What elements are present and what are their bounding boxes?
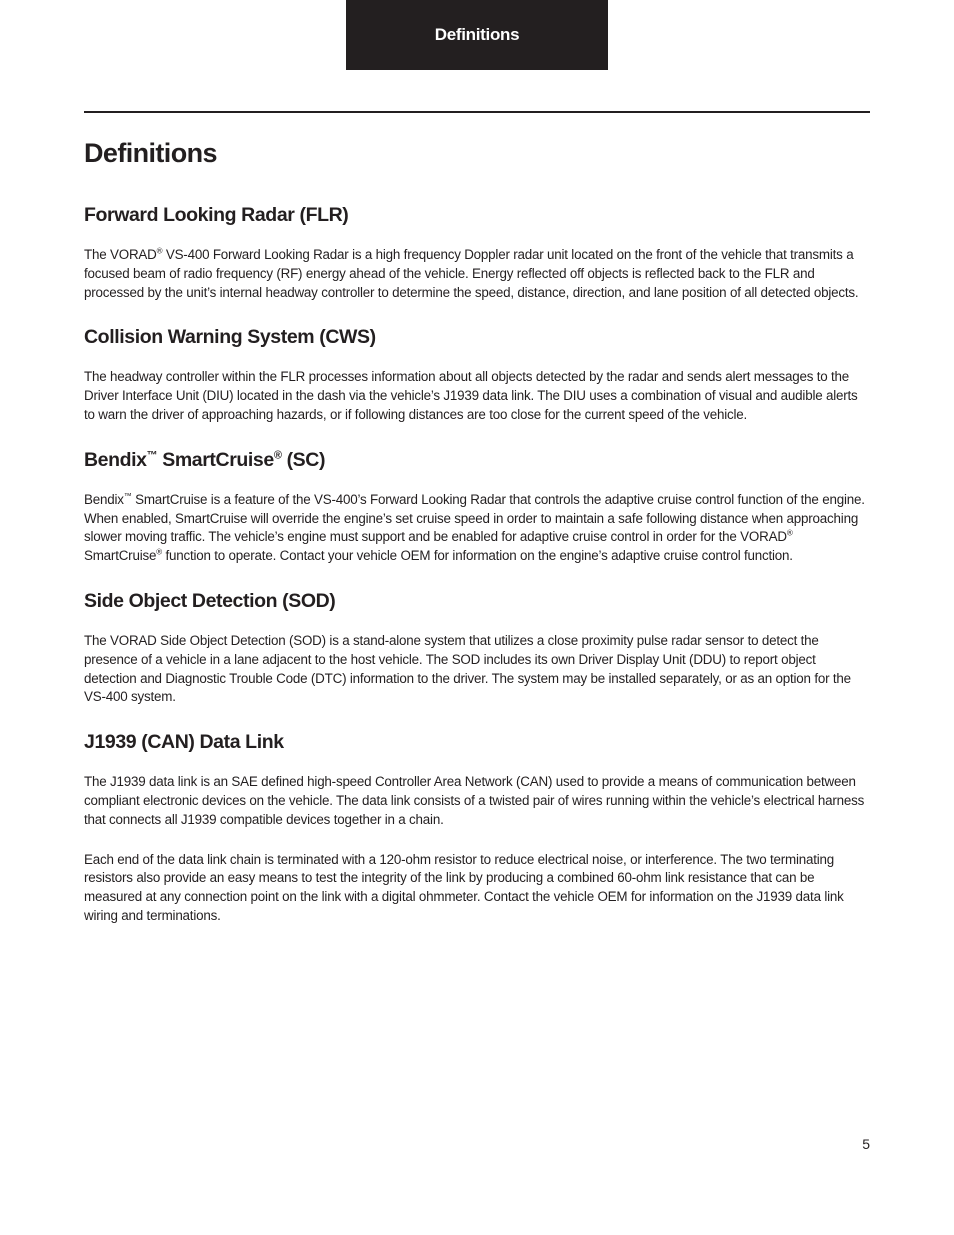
header-tab-label: Definitions: [434, 25, 520, 44]
page-number: 5: [862, 1136, 870, 1152]
section-body-cws: The headway controller within the FLR processes information about all objects detected by the radar and sends alert messages to the Driver Interface Unit (DIU) located in the dash via the vehicle’s J1939 data link. The DIU uses a combination of visual and audible alerts to warn the driver of approaching hazards, or if following distances are too close for the current speed of the vehicle.: [84, 369, 858, 422]
page-title: Definitions: [84, 138, 217, 168]
header-tab: [346, 0, 608, 70]
section-body-j1939-1: The J1939 data link is an SAE defined high-speed Controller Area Network (CAN) used to provide a means of communication between compliant electronic devices on the vehicle. The data link consists of a twisted pair of wires running within the vehicle’s electrical harness that connects all J1939 compatible devices together in a chain.: [84, 774, 865, 827]
section-body-flr: The VORAD® VS-400 Forward Looking Radar is a high frequency Doppler radar unit located on the front of the vehicle that transmits a focused beam of radio frequency (RF) energy ahead of the vehicle. Energy reflected off objects is reflected back to the FLR and processed by the unit’s internal headway controller to determine the speed, distance, direction, and lane position of all detected objects.: [84, 246, 859, 300]
section-heading-sod: Side Object Detection (SOD): [84, 589, 336, 612]
header-rule: [84, 111, 870, 113]
section-body-sc: Bendix™ SmartCruise is a feature of the VS-400’s Forward Looking Radar that controls the adaptive cruise control function of the engine. When enabled, SmartCruise will override the engine’s set cruise speed in order to maintain a safe following distance when approaching slower moving traffic. The vehicle’s engine must support and be enabled for adaptive cruise control in order for the VORAD® SmartCruise® function to operate. Contact your vehicle OEM for information on the engine’s adaptive cruise control function.: [84, 491, 865, 564]
page-content: [84, 135, 870, 926]
section-heading-sc: Bendix™ SmartCruise® (SC): [84, 448, 326, 471]
section-heading-flr: Forward Looking Radar (FLR): [84, 204, 349, 226]
section-body-sod: The VORAD Side Object Detection (SOD) is a stand-alone system that utilizes a close proximity pulse radar sensor to detect the presence of a vehicle in a lane adjacent to the host vehicle. The SOD includes its own Driver Display Unit (DDU) to report object detection and Diagnostic Trouble Code (DTC) information to the driver. The system may be installed separately, or as an option for the VS-400 system.: [84, 632, 851, 705]
section-heading-cws: Collision Warning System (CWS): [84, 326, 376, 349]
section-body-j1939-2: Each end of the data link chain is terminated with a 120-ohm resistor to reduce electrical noise, or interference. The two terminating resistors also provide an easy means to test the integrity of the link by producing a combined 60-ohm link resistance that can be measured at any connection point on the link with a digital ohmmeter. Contact the vehicle OEM for information on the J1939 data link wiring and terminations.: [84, 851, 844, 923]
section-heading-j1939: J1939 (CAN) Data Link: [84, 731, 284, 754]
